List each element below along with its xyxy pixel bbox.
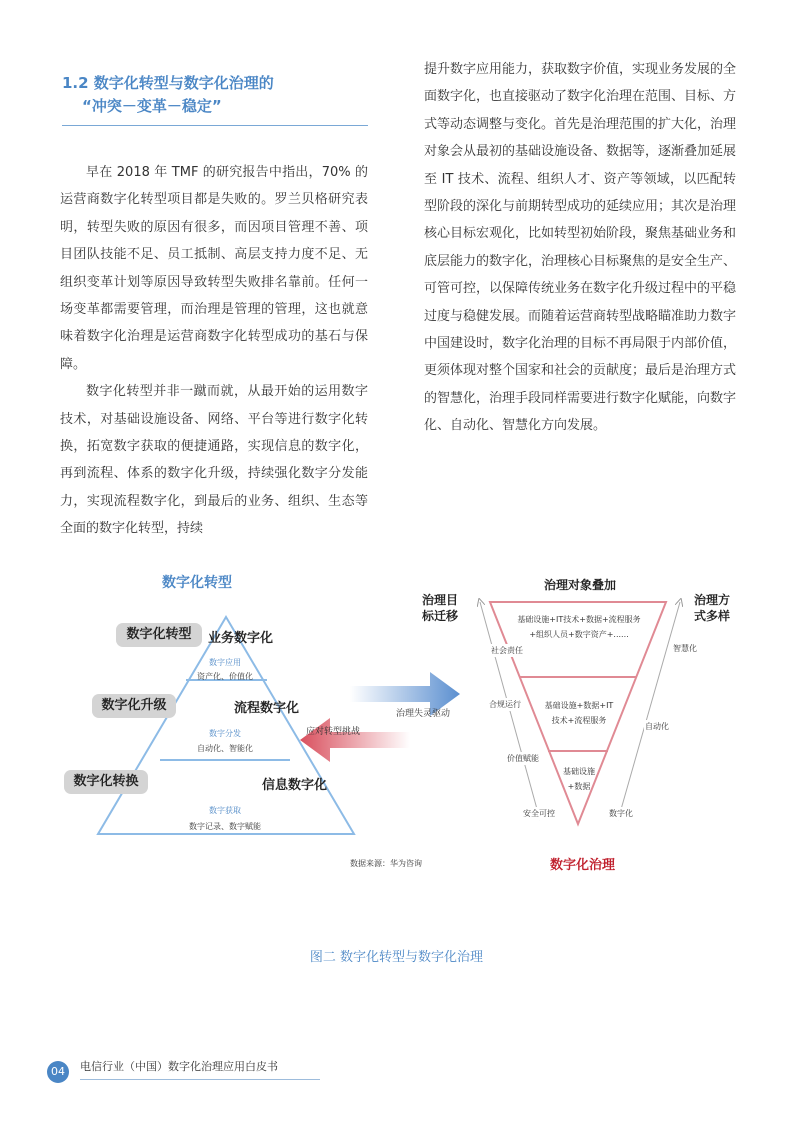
left-side-item: 价值赋能: [507, 754, 539, 763]
data-source: 数据来源：华为咨询: [350, 859, 422, 868]
figure-diagram: [50, 562, 750, 882]
arrow-left-label: 应对转型挑战: [306, 727, 361, 737]
stage-detail: 数字记录、数字赋能: [189, 822, 261, 831]
paragraph: 提升数字应用能力，获取数字价值，实现业务发展的全面数字化，也直接驱动了数字化治理在范围、目标、方式等动态调整与变化。首先是治理范围的扩大化，治理对象会从最初的基础设施设备、数据等，逐渐叠加延展至 IT 技术、流程、组织人才、资产等领域，以匹配转型阶段的深化与前期转型成功的延续应用；其次是治理核心目标宏观化，比如转型初始阶段，聚焦基础业务和底层能力的数字化，治理核心目标聚焦的是安全生产、可管可控，以保障传统业务在数字化升级过程中的平稳过度与稳健发展。而随着运营商转型战略瞄准助力数字中国建设时，数字化治理的目标不再局限于内部价值，更须体现对整个国家和社会的贡献度；最后是治理方式的智慧化，治理手段同样需要进行数字化赋能，向数字化、自动化、智慧化方向发展。: [424, 62, 737, 434]
left-diagram-title: 数字化转型: [162, 575, 232, 591]
right-top-title: 治理对象叠加: [544, 578, 617, 592]
stage-level: 信息数字化: [262, 778, 328, 793]
right-side-title: 治理方式多样: [694, 593, 731, 623]
stage-pill: 数字化转换: [64, 770, 148, 794]
stage-pill: 数字化升级: [92, 694, 176, 718]
figure-caption: 图二 数字化转型与数字化治理: [309, 950, 484, 965]
section-title: [62, 72, 368, 118]
arrow-right-label: 治理失灵驱动: [396, 709, 451, 719]
stage-capability: 数字获取: [209, 806, 241, 815]
footer-divider: [80, 1079, 320, 1080]
body-column-left: [60, 159, 368, 543]
page-number: 04: [47, 1061, 69, 1083]
left-side-item: 社会责任: [491, 646, 523, 655]
footer-title: 电信行业（中国）数字化治理应用白皮书: [80, 1060, 278, 1073]
paragraph: 数字化转型并非一蹴而就，从最开始的运用数字技术，对基础设施设备、网络、平台等进行数字化转换，拓宽数字获取的便捷通路，实现信息的数字化，再到流程、体系的数字化升级，持续强化数字分发能力，实现流程数字化，到最后的业务、组织、生态等全面的数字化转型，持续: [60, 384, 368, 537]
section-title-line1: 1.2 数字化转型与数字化治理的: [62, 74, 274, 92]
right-side-item: 自动化: [645, 722, 669, 731]
left-side-item: 安全可控: [523, 809, 555, 818]
stage-pill: 数字化转型: [116, 623, 202, 647]
right-bottom-title: 数字化治理: [550, 858, 616, 873]
title-divider: [62, 125, 368, 126]
right-side-item: 智慧化: [673, 644, 697, 653]
stage-capability: 数字应用: [209, 658, 241, 667]
tri-layer-label: 基础设施+数据+IT技术+流程服务: [544, 701, 614, 725]
tri-layer-label: 基础设施+IT技术+数据+流程服务+组织人员+数字资产+......: [517, 615, 641, 639]
right-side-item: 数字化: [609, 809, 633, 818]
stage-level: 流程数字化: [234, 701, 300, 716]
section-title-line2: “冲突－变革－稳定”: [82, 97, 222, 115]
stage-detail: 自动化、智能化: [197, 744, 253, 753]
body-column-right: [424, 56, 736, 440]
left-side-item: 合规运行: [489, 700, 521, 709]
stage-capability: 数字分发: [209, 729, 241, 738]
tri-layer-label: 基础设施+数据: [563, 767, 595, 791]
stage-detail: 资产化、价值化: [197, 672, 253, 681]
left-side-title: 治理目标迁移: [422, 593, 459, 623]
paragraph: 早在 2018 年 TMF 的研究报告中指出，70% 的运营商数字化转型项目都是失败的。罗兰贝格研究表明，转型失败的原因有很多，而因项目管理不善、项目团队技能不足、员工抵制、高层支持力度不足、无组织变革计划等原因导致转型失败排名靠前。任何一场变革都需要管理，而治理是管理的管理，这也就意味着数字化治理是运营商数字化转型成功的基石与保障。: [60, 165, 368, 372]
stage-level: 业务数字化: [208, 631, 274, 646]
